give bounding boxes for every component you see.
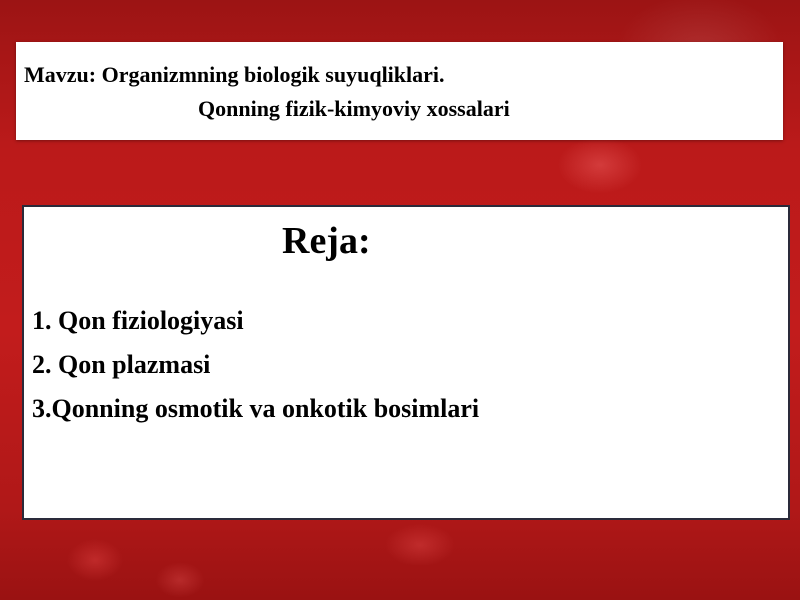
- plan-item-1: 1. Qon fiziologiyasi: [32, 306, 244, 335]
- plan-item-2: 2. Qon plazmasi: [32, 350, 211, 379]
- plan-panel: [22, 205, 790, 520]
- plan-item-3: 3.Qonning osmotik va onkotik bosimlari: [32, 394, 480, 423]
- plan-list: [32, 299, 479, 431]
- slide-title-line-2: Qonning fizik-kimyoviy xossalari: [198, 96, 510, 121]
- slide-title-line-1: Mavzu: Organizmning biologik suyuqliklari.: [24, 62, 445, 87]
- plan-heading: Reja:: [282, 220, 371, 262]
- title-panel: [16, 42, 783, 140]
